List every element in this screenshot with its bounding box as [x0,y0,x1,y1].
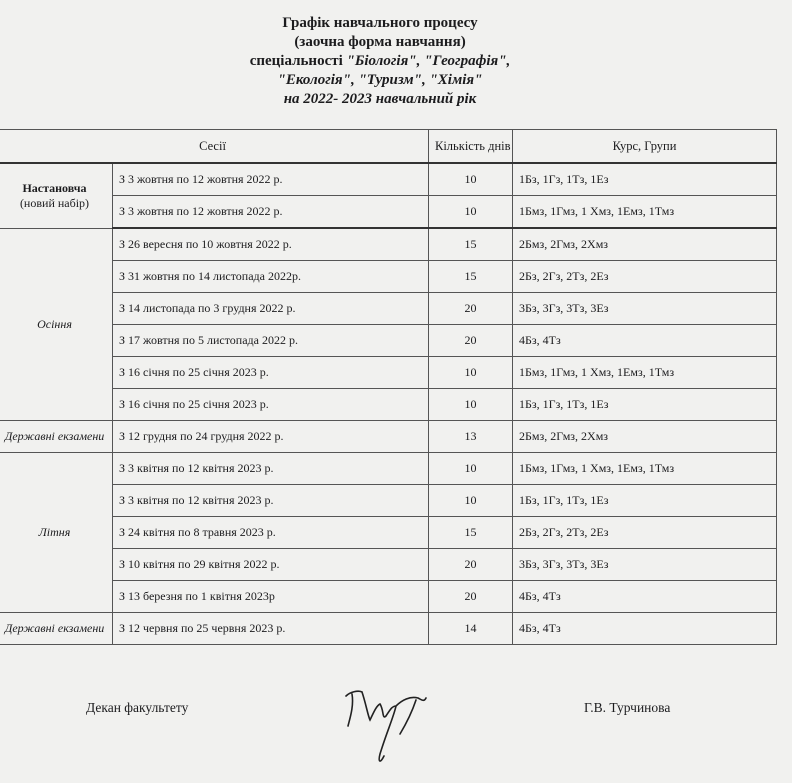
session-name [0,613,113,645]
table-row [0,163,777,196]
session-groups: 1Бмз, 1Гмз, 1 Хмз, 1Емз, 1Тмз [513,196,777,229]
table-row [0,581,777,613]
schedule-body [0,163,777,645]
session-days: 10 [429,357,513,389]
session-days: 15 [429,228,513,261]
session-period: З 16 січня по 25 січня 2023 р. [113,389,429,421]
session-days: 10 [429,453,513,485]
title-line-2: (заочна форма навчання) [294,34,466,50]
table-row [0,453,777,485]
session-period: З 24 квітня по 8 травня 2023 р. [113,517,429,549]
session-period: З 31 жовтня по 14 листопада 2022р. [113,261,429,293]
session-groups: 2Бмз, 2Гмз, 2Хмз [513,228,777,261]
table-row [0,228,777,261]
document-title [120,14,640,109]
session-days: 13 [429,421,513,453]
session-name [0,453,113,613]
session-days: 10 [429,389,513,421]
session-days: 10 [429,196,513,229]
table-row [0,389,777,421]
session-days: 20 [429,293,513,325]
session-groups: 1Бз, 1Гз, 1Тз, 1Ез [513,163,777,196]
session-groups: 1Бмз, 1Гмз, 1 Хмз, 1Емз, 1Тмз [513,453,777,485]
table-header-row [0,130,777,164]
session-groups: 3Бз, 3Гз, 3Тз, 3Ез [513,549,777,581]
session-days: 10 [429,163,513,196]
title-line-3: спеціальності "Біологія", "Географія", [249,53,511,69]
table-row [0,357,777,389]
session-groups: 4Бз, 4Тз [513,325,777,357]
schedule-table [0,129,777,645]
session-groups: 1Бмз, 1Гмз, 1 Хмз, 1Емз, 1Тмз [513,357,777,389]
session-groups: 3Бз, 3Гз, 3Тз, 3Ез [513,293,777,325]
table-row [0,517,777,549]
session-groups: 2Бз, 2Гз, 2Тз, 2Ез [513,261,777,293]
session-title: Осіння [37,316,72,331]
dean-label: Декан факультету [86,700,189,715]
session-name [0,421,113,453]
session-title: Настановча [22,180,87,195]
session-period: З 17 жовтня по 5 листопада 2022 р. [113,325,429,357]
session-groups: 2Бмз, 2Гмз, 2Хмз [513,421,777,453]
title-line-4: "Екологія", "Туризм", "Хімія" [277,72,483,88]
header-sessions: Сесії [0,130,429,164]
title-line-1: Графік навчального процесу [282,15,478,31]
session-groups: 4Бз, 4Тз [513,581,777,613]
session-period: З 14 листопада по 3 грудня 2022 р. [113,293,429,325]
session-groups: 1Бз, 1Гз, 1Тз, 1Ез [513,389,777,421]
session-groups: 1Бз, 1Гз, 1Тз, 1Ез [513,485,777,517]
session-subtitle: (новий набір) [19,195,90,210]
table-row [0,421,777,453]
session-period: З 3 квітня по 12 квітня 2023 р. [113,485,429,517]
session-days: 15 [429,261,513,293]
session-period: З 3 квітня по 12 квітня 2023 р. [113,453,429,485]
session-groups: 4Бз, 4Тз [513,613,777,645]
session-period: З 3 жовтня по 12 жовтня 2022 р. [113,196,429,229]
session-period: З 16 січня по 25 січня 2023 р. [113,357,429,389]
session-period: З 12 грудня по 24 грудня 2022 р. [113,421,429,453]
header-groups: Курс, Групи [513,130,777,164]
session-days: 10 [429,485,513,517]
session-days: 20 [429,325,513,357]
header-days: Кількість днів [429,130,513,164]
session-days: 15 [429,517,513,549]
dean-name: Г.В. Турчинова [584,700,671,715]
session-groups: 2Бз, 2Гз, 2Тз, 2Ез [513,517,777,549]
table-row [0,549,777,581]
session-title: Державні екзамени [4,429,105,443]
session-days: 20 [429,549,513,581]
session-name [0,228,113,421]
session-period: З 3 жовтня по 12 жовтня 2022 р. [113,163,429,196]
table-row [0,293,777,325]
session-period: З 10 квітня по 29 квітня 2022 р. [113,549,429,581]
session-period: З 13 березня по 1 квітня 2023р [113,581,429,613]
session-name [0,163,113,228]
signature-image [340,676,450,771]
table-row [0,261,777,293]
table-row [0,196,777,229]
session-title: Державні екзамени [4,621,105,635]
table-row [0,325,777,357]
table-row [0,485,777,517]
session-period: З 26 вересня по 10 жовтня 2022 р. [113,228,429,261]
session-period: З 12 червня по 25 червня 2023 р. [113,613,429,645]
session-days: 14 [429,613,513,645]
table-row [0,613,777,645]
session-title: Літня [38,525,71,539]
title-line-5: на 2022- 2023 навчальний рік [283,91,477,107]
session-days: 20 [429,581,513,613]
